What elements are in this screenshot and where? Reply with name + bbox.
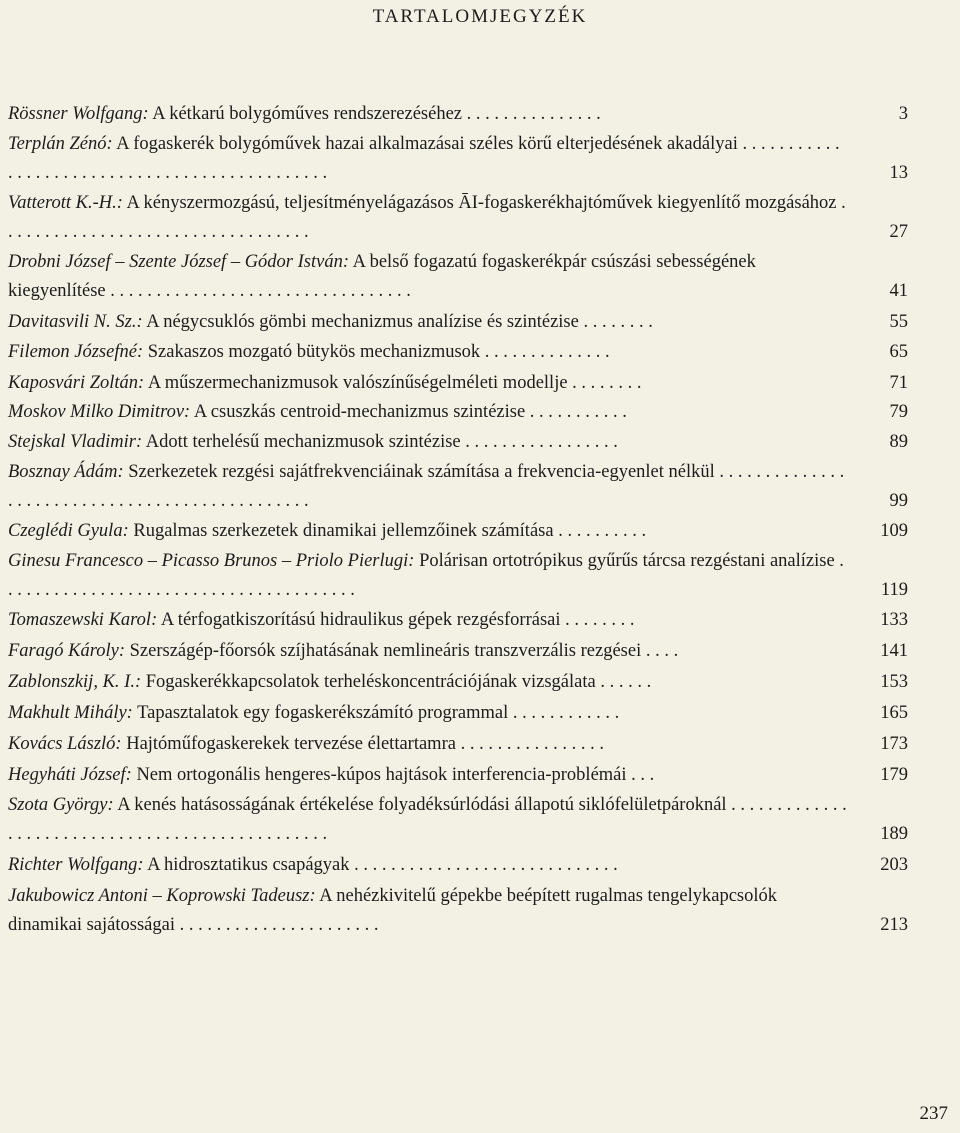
toc-entry bbox=[8, 699, 908, 728]
toc-entry-text bbox=[8, 248, 860, 306]
toc-title: Szerkezetek rezgési sajátfrekvenciáinak számítása a frekvencia-egyenlet nélkül . . . . . . . . . . . . . . . . . . . . . . . . . . . . . . . . . . . . . . . . . . . . . . . bbox=[8, 462, 845, 511]
toc-title: A kétkarú bolygóműves rendszerezéséhez . . . . . . . . . . . . . . . bbox=[152, 104, 601, 124]
toc-entry-text bbox=[8, 398, 860, 427]
toc-title: Fogaskerékkapcsolatok terheléskoncentrációjának vizsgálata . . . . . . bbox=[145, 672, 652, 692]
toc-title: A térfogatkiszorítású hidraulikus gépek rezgésforrásai . . . . . . . . bbox=[160, 610, 635, 630]
toc-entry-text bbox=[8, 606, 860, 635]
toc-entry-text bbox=[8, 189, 860, 247]
table-of-contents bbox=[8, 100, 908, 942]
toc-title: A kenés hatásosságának értékelése folyadéksúrlódási állapotú siklófelületpároknál . . . . . . . . . . . . . . . . . . . . . . . . . . . . . . . . . . . . . . . . . . . . . . . . bbox=[8, 795, 847, 844]
toc-entry bbox=[8, 637, 908, 666]
toc-page-number: 203 bbox=[880, 855, 908, 875]
toc-entry bbox=[8, 398, 908, 427]
toc-entry-text bbox=[8, 851, 860, 880]
toc-entry-text bbox=[8, 458, 860, 516]
toc-author: Hegyháti József: bbox=[8, 765, 132, 785]
toc-entry-text bbox=[8, 791, 860, 849]
toc-page-number: 41 bbox=[889, 281, 908, 301]
toc-author: Kovács László: bbox=[8, 734, 122, 754]
toc-entry-text bbox=[8, 130, 860, 188]
toc-author: Szota György: bbox=[8, 795, 114, 815]
toc-entry bbox=[8, 547, 908, 605]
toc-title: A fogaskerék bolygóművek hazai alkalmazásai széles körű elterjedésének akadályai . . . . . . . . . . . . . . . . . . . . . . . . . . . . . . . . . . . . . . . . . . . . . . bbox=[8, 134, 840, 183]
toc-title: A belső fogazatú fogaskerékpár csúszási sebességének kiegyenlítése . . . . . . . . . . . . . . . . . . . . . . . . . . . . . . . . . bbox=[8, 252, 756, 301]
toc-entry bbox=[8, 248, 908, 306]
toc-author: Davitasvili N. Sz.: bbox=[8, 312, 143, 332]
toc-page-number: 119 bbox=[880, 580, 908, 600]
toc-page-number: 55 bbox=[889, 312, 908, 332]
toc-author: Richter Wolfgang: bbox=[8, 855, 144, 875]
toc-page-number: 153 bbox=[880, 672, 908, 692]
toc-author: Filemon Józsefné: bbox=[8, 342, 144, 362]
toc-entry bbox=[8, 606, 908, 635]
toc-page-number: 173 bbox=[880, 734, 908, 754]
toc-page-number: 13 bbox=[889, 163, 908, 183]
toc-entry-text bbox=[8, 882, 860, 940]
toc-author: Moskov Milko Dimitrov: bbox=[8, 402, 191, 422]
toc-page-number: 99 bbox=[889, 491, 908, 511]
toc-entry-text bbox=[8, 730, 860, 759]
toc-title: A műszermechanizmusok valószínűségelméleti modellje . . . . . . . . bbox=[147, 373, 642, 393]
toc-page-number: 79 bbox=[889, 402, 908, 422]
toc-author: Tomaszewski Karol: bbox=[8, 610, 158, 630]
toc-entry-text bbox=[8, 761, 860, 790]
toc-title: Rugalmas szerkezetek dinamikai jellemzőinek számítása . . . . . . . . . . bbox=[133, 521, 647, 541]
toc-entry-text bbox=[8, 338, 860, 367]
toc-page-number: 27 bbox=[889, 222, 908, 242]
toc-page-number: 133 bbox=[880, 610, 908, 630]
toc-entry-text bbox=[8, 369, 860, 398]
toc-author: Bosznay Ádám: bbox=[8, 462, 124, 482]
toc-title: A négycsuklós gömbi mechanizmus analízise és szintézise . . . . . . . . bbox=[146, 312, 653, 332]
toc-title: A nehézkivitelű gépekbe beépített rugalmas tengelykapcsolók dinamikai sajátosságai . . . . . . . . . . . . . . . . . . . . . . bbox=[8, 886, 778, 935]
toc-author: Makhult Mihály: bbox=[8, 703, 133, 723]
toc-author: Faragó Károly: bbox=[8, 641, 125, 661]
toc-entry-text bbox=[8, 100, 860, 129]
toc-title: A hidrosztatikus csapágyak . . . . . . . . . . . . . . . . . . . . . . . . . . . . . bbox=[147, 855, 618, 875]
toc-entry-text bbox=[8, 637, 860, 666]
toc-entry-text bbox=[8, 668, 860, 697]
toc-entry bbox=[8, 428, 908, 457]
toc-page-number: 165 bbox=[880, 703, 908, 723]
toc-title: Adott terhelésű mechanizmusok szintézise . . . . . . . . . . . . . . . . . bbox=[145, 432, 618, 452]
toc-entry bbox=[8, 517, 908, 546]
toc-page-number: 109 bbox=[880, 521, 908, 541]
toc-entry bbox=[8, 851, 908, 880]
toc-author: Rössner Wolfgang: bbox=[8, 104, 149, 124]
toc-entry bbox=[8, 882, 908, 940]
toc-page-number: 179 bbox=[880, 765, 908, 785]
toc-title: Polárisan ortotrópikus gyűrűs tárcsa rezgéstani analízise . . . . . . . . . . . . . . . . . . . . . . . . . . . . . . . . . . . . . . . bbox=[8, 551, 844, 600]
toc-author: Terplán Zénó: bbox=[8, 134, 113, 154]
toc-entry-text bbox=[8, 308, 860, 337]
toc-entry bbox=[8, 308, 908, 337]
toc-title: Szakaszos mozgató bütykös mechanizmusok . . . . . . . . . . . . . . bbox=[147, 342, 610, 362]
toc-author: Jakubowicz Antoni – Koprowski Tadeusz: bbox=[8, 886, 316, 906]
toc-title: Hajtóműfogaskerekek tervezése élettartamra . . . . . . . . . . . . . . . . bbox=[126, 734, 604, 754]
toc-entry bbox=[8, 130, 908, 188]
toc-entry bbox=[8, 668, 908, 697]
toc-entry-text bbox=[8, 428, 860, 457]
toc-title: Nem ortogonális hengeres-kúpos hajtások interferencia-problémái . . . bbox=[136, 765, 655, 785]
toc-page-number: 3 bbox=[898, 104, 908, 124]
toc-entry bbox=[8, 791, 908, 849]
toc-author: Czeglédi Gyula: bbox=[8, 521, 129, 541]
toc-entry-text bbox=[8, 699, 860, 728]
toc-page-number: 89 bbox=[889, 432, 908, 452]
toc-page-number: 213 bbox=[880, 915, 908, 935]
toc-page-number: 189 bbox=[880, 824, 908, 844]
toc-page-number: 65 bbox=[889, 342, 908, 362]
toc-entry bbox=[8, 189, 908, 247]
toc-title: A csuszkás centroid-mechanizmus szintézise . . . . . . . . . . . bbox=[193, 402, 627, 422]
toc-title: Szerszágép-főorsók szíjhatásának nemlineáris transzverzális rezgései . . . . bbox=[129, 641, 679, 661]
toc-entry bbox=[8, 100, 908, 129]
toc-author: Zablonszkij, K. I.: bbox=[8, 672, 142, 692]
toc-author: Drobni József – Szente József – Gódor István: bbox=[8, 252, 350, 272]
toc-title: Tapasztalatok egy fogaskerékszámító programmal . . . . . . . . . . . . bbox=[137, 703, 620, 723]
toc-author: Kaposvári Zoltán: bbox=[8, 373, 145, 393]
toc-title: A kényszermozgású, teljesítményelágazásos ĀI-fogaskerékhajtóművek kiegyenlítő mozgásához . . . . . . . . . . . . . . . . . . . . . . . . . . . . . . . . . . bbox=[8, 193, 846, 242]
toc-entry bbox=[8, 338, 908, 367]
toc-author: Vatterott K.-H.: bbox=[8, 193, 123, 213]
toc-entry bbox=[8, 761, 908, 790]
toc-entry bbox=[8, 458, 908, 516]
page-title: TARTALOMJEGYZÉK bbox=[372, 6, 588, 27]
toc-page-number: 71 bbox=[889, 373, 908, 393]
toc-author: Ginesu Francesco – Picasso Brunos – Priolo Pierlugi: bbox=[8, 551, 415, 571]
toc-entry bbox=[8, 730, 908, 759]
page-number: 237 bbox=[919, 1103, 948, 1124]
toc-author: Stejskal Vladimir: bbox=[8, 432, 143, 452]
toc-entry bbox=[8, 369, 908, 398]
toc-page-number: 141 bbox=[880, 641, 908, 661]
toc-entry-text bbox=[8, 547, 860, 605]
toc-entry-text bbox=[8, 517, 860, 546]
